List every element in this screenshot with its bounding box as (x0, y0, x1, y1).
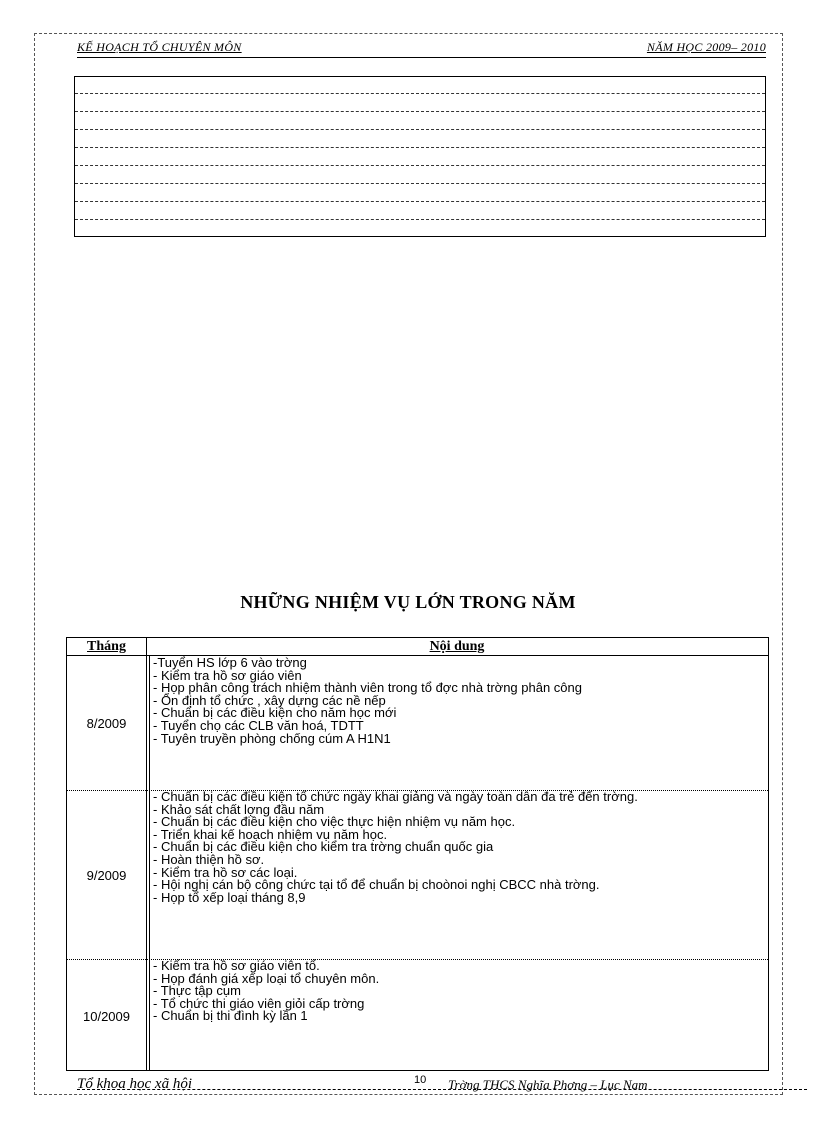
list-item: - Chuẩn bị các điều kiện tổ chức ngày khai giảng và ngày toàn dân đa trẻ đến trờng. (153, 789, 638, 804)
blank-line (75, 201, 765, 202)
header-school-year: NĂM HỌC 2009– 2010 (646, 40, 766, 54)
list-item: - Thực tập cụm (153, 983, 241, 999)
list-item: - Tuyên truyền phòng chống cúm A H1N1 (153, 730, 391, 746)
list-item: - Hoàn thiện hồ sơ. (153, 851, 265, 867)
row-month: 9/2009 (86, 867, 127, 883)
footer-department: Tổ khoa học xã hội (77, 1076, 192, 1092)
blank-lined-box (74, 76, 766, 237)
blank-line (75, 93, 765, 94)
list-item: - Kiểm tra hồ sơ giáo viên tổ. (153, 958, 320, 973)
list-item: - Chuẩn bị thi đình kỳ lần 1 (153, 1008, 308, 1024)
list-item: - Họp phân công trách nhiệm thành viên trong tổ đợc nhà trờng phân công (153, 680, 582, 696)
list-item: - Khảo sát chất lợng đầu năm (153, 801, 325, 817)
blank-line (75, 129, 765, 130)
list-item: - Kiểm tra hồ sơ các loại. (153, 864, 298, 880)
list-item: - Chuẩn bị các điều kiện cho năm học mới (153, 705, 397, 721)
page-number: 10 (414, 1074, 427, 1086)
header-plan-title: KẾ HOẠCH TỔ CHUYÊN MÔN (77, 40, 242, 54)
blank-line (75, 183, 765, 184)
list-item: - Họp đánh giá xếp loại tổ chuyên môn. (153, 970, 380, 986)
list-item: - Tuyển chọ các CLB văn hoá, TDTT (153, 717, 364, 733)
row-month: 8/2009 (86, 716, 127, 731)
list-item: - Triển khai kế hoạch nhiệm vụ năm học. (153, 826, 388, 842)
row-month: 10/2009 (83, 1008, 130, 1024)
list-item: -Tuyển HS lớp 6 vào trờng (153, 655, 307, 670)
row-content (153, 791, 758, 904)
tasks-table (66, 637, 769, 1071)
table-row (67, 791, 768, 960)
blank-line (75, 147, 765, 148)
header-month: Tháng (87, 639, 126, 654)
list-item: - Ổn định tổ chức , xây dựng các nề nếp (153, 692, 386, 708)
table-header (67, 638, 768, 656)
table-row (67, 657, 768, 791)
blank-line (75, 165, 765, 166)
list-item: - Tổ chức thi giáo viên giỏi cấp trờng (153, 995, 365, 1011)
header-content: Nội dung (429, 639, 485, 654)
footer-school: Trờng THCS Nghĩa Phơng – Lục Nam (448, 1077, 648, 1092)
list-item: - Chuẩn bị các điều kiện cho kiểm tra trờng chuẩn quốc gia (153, 839, 494, 855)
blank-line (75, 111, 765, 112)
table-row (67, 960, 768, 1071)
blank-line (75, 219, 765, 220)
list-item: - Chuẩn bị các điều kiện cho việc thực hiện nhiệm vụ năm học. (153, 814, 516, 830)
list-item: - Họp tổ xếp loại tháng 8,9 (153, 889, 306, 905)
section-title: NHỮNG NHIỆM VỤ LỚN TRONG NĂM (240, 592, 576, 612)
row-content (153, 960, 758, 1023)
list-item: - Hội nghị cán bộ công chức tại tổ để chuẩn bị choònoi nghị CBCC nhà trờng. (153, 877, 600, 893)
page-header (77, 40, 766, 58)
row-content (153, 657, 758, 745)
list-item: - Kiểm tra hồ sơ giáo viên (153, 667, 302, 683)
